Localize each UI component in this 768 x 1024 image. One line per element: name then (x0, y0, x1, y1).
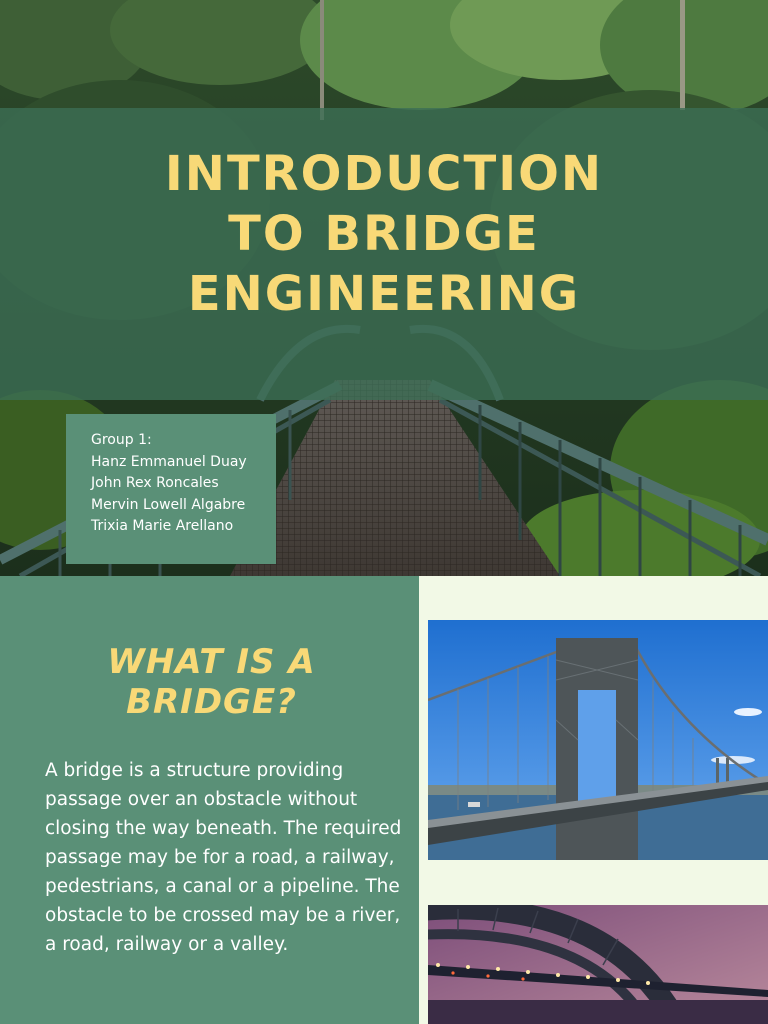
heading-line: BRIDGE? (126, 682, 297, 722)
group-member: John Rex Roncales (91, 475, 219, 491)
group-member: Hanz Emmanuel Duay (91, 453, 247, 470)
title-line: ENGINEERING (187, 266, 581, 322)
group-members-box (66, 414, 276, 564)
heading-line: WHAT IS A (107, 642, 316, 682)
group-member: Trixia Marie Arellano (91, 518, 234, 534)
suspension-bridge-photo (428, 620, 768, 860)
section-heading (0, 642, 419, 722)
group-label: Group 1: (91, 432, 152, 448)
page-title (0, 144, 768, 324)
group-member: Mervin Lowell Algabre (91, 496, 246, 513)
title-line: TO BRIDGE (228, 206, 540, 262)
definition-text: A bridge is a structure providing passage over an obstacle without closing the way beneath. The required passage may be for a road, a railway, pedestrians, a canal or a pipeline. The obstacle to be crossed may be a river, a road, railway or a valley. (45, 760, 402, 955)
title-line: INTRODUCTION (164, 146, 604, 202)
photos-panel (419, 576, 768, 1024)
arch-bridge-night-photo (428, 905, 768, 1024)
definition-panel (0, 576, 419, 1024)
title-band (0, 108, 768, 400)
